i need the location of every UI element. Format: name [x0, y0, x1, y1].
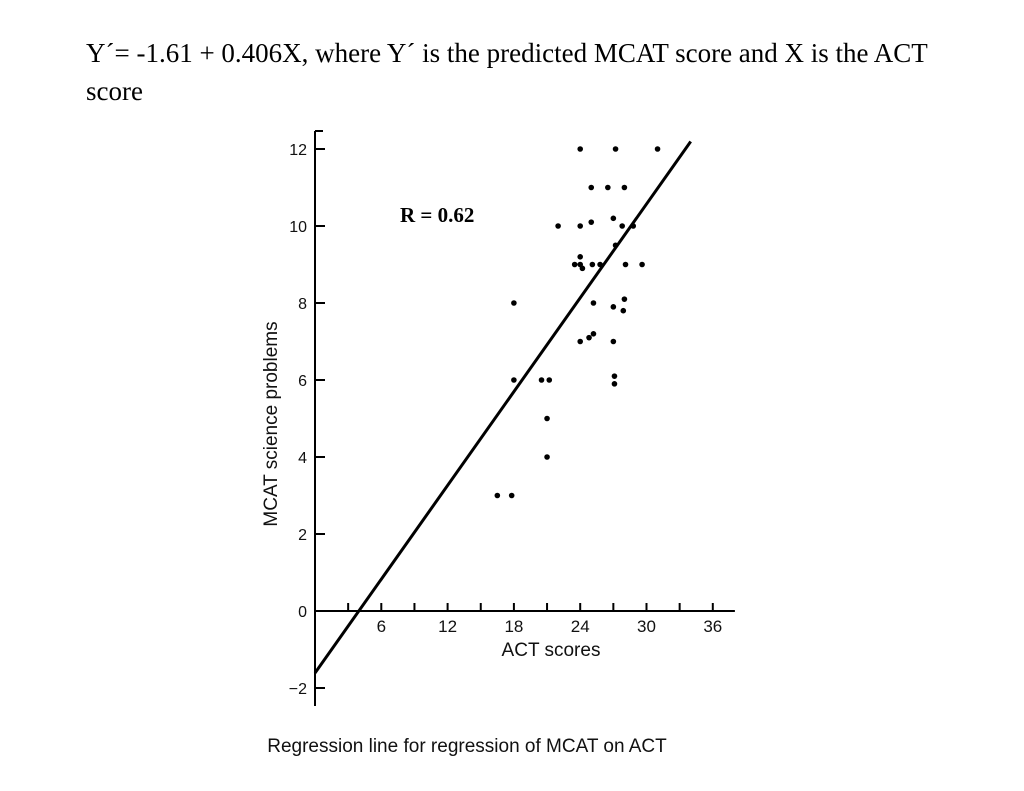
data-point: [630, 223, 636, 229]
page-heading: Y´= -1.61 + 0.406X, where Y´ is the predicted MCAT score and X is the ACT score: [86, 38, 928, 106]
y-axis-title: MCAT science problems: [261, 321, 282, 527]
data-point: [611, 304, 617, 310]
x-tick-label: 18: [504, 617, 524, 636]
data-point: [612, 381, 618, 387]
y-tick-label: 6: [298, 373, 307, 390]
data-point: [591, 331, 597, 337]
data-point: [546, 377, 552, 383]
data-point: [611, 339, 617, 345]
data-point: [509, 493, 515, 499]
data-point: [586, 335, 592, 341]
y-tick-label: 2: [298, 527, 307, 544]
r-annotation: R = 0.62: [400, 203, 475, 227]
data-point: [622, 296, 628, 302]
data-point: [572, 262, 578, 268]
data-point: [495, 493, 501, 499]
data-point: [588, 185, 594, 191]
data-point: [619, 223, 625, 229]
y-tick-label: 8: [298, 296, 307, 313]
data-point: [590, 262, 596, 268]
data-point: [613, 242, 619, 248]
data-point: [577, 339, 583, 345]
x-tick-label: 36: [703, 617, 723, 636]
data-point: [511, 300, 517, 306]
data-point: [580, 266, 586, 272]
x-tick-label: 6: [376, 617, 387, 636]
data-point: [623, 262, 629, 268]
y-tick-label: 4: [298, 450, 307, 467]
y-tick-label: 0: [298, 604, 307, 621]
data-point: [555, 223, 561, 229]
data-point: [577, 146, 583, 152]
data-point: [597, 262, 603, 268]
data-point: [639, 262, 645, 268]
data-point: [620, 308, 626, 314]
plot-area: [289, 131, 735, 706]
data-point: [511, 377, 517, 383]
data-point: [591, 300, 597, 306]
y-tick-label: 10: [289, 219, 307, 236]
x-axis-title: ACT scores: [501, 640, 601, 661]
data-point: [612, 373, 618, 379]
chart-caption: Regression line for regression of MCAT on ACT: [267, 736, 667, 757]
data-point: [655, 146, 661, 152]
data-point: [577, 254, 583, 260]
data-point: [613, 146, 619, 152]
y-tick-label: −2: [288, 681, 307, 698]
data-point: [577, 223, 583, 229]
data-point: [544, 416, 550, 422]
data-point: [544, 454, 550, 460]
data-point: [622, 185, 628, 191]
x-tick-label: 30: [637, 617, 656, 636]
data-point: [611, 216, 617, 222]
x-tick-label: 12: [438, 617, 458, 636]
regression-line: [315, 142, 691, 673]
data-point: [588, 219, 594, 225]
data-point: [605, 185, 611, 191]
y-tick-label: 12: [289, 142, 307, 159]
x-tick-label: 24: [570, 617, 590, 636]
data-point: [539, 377, 545, 383]
